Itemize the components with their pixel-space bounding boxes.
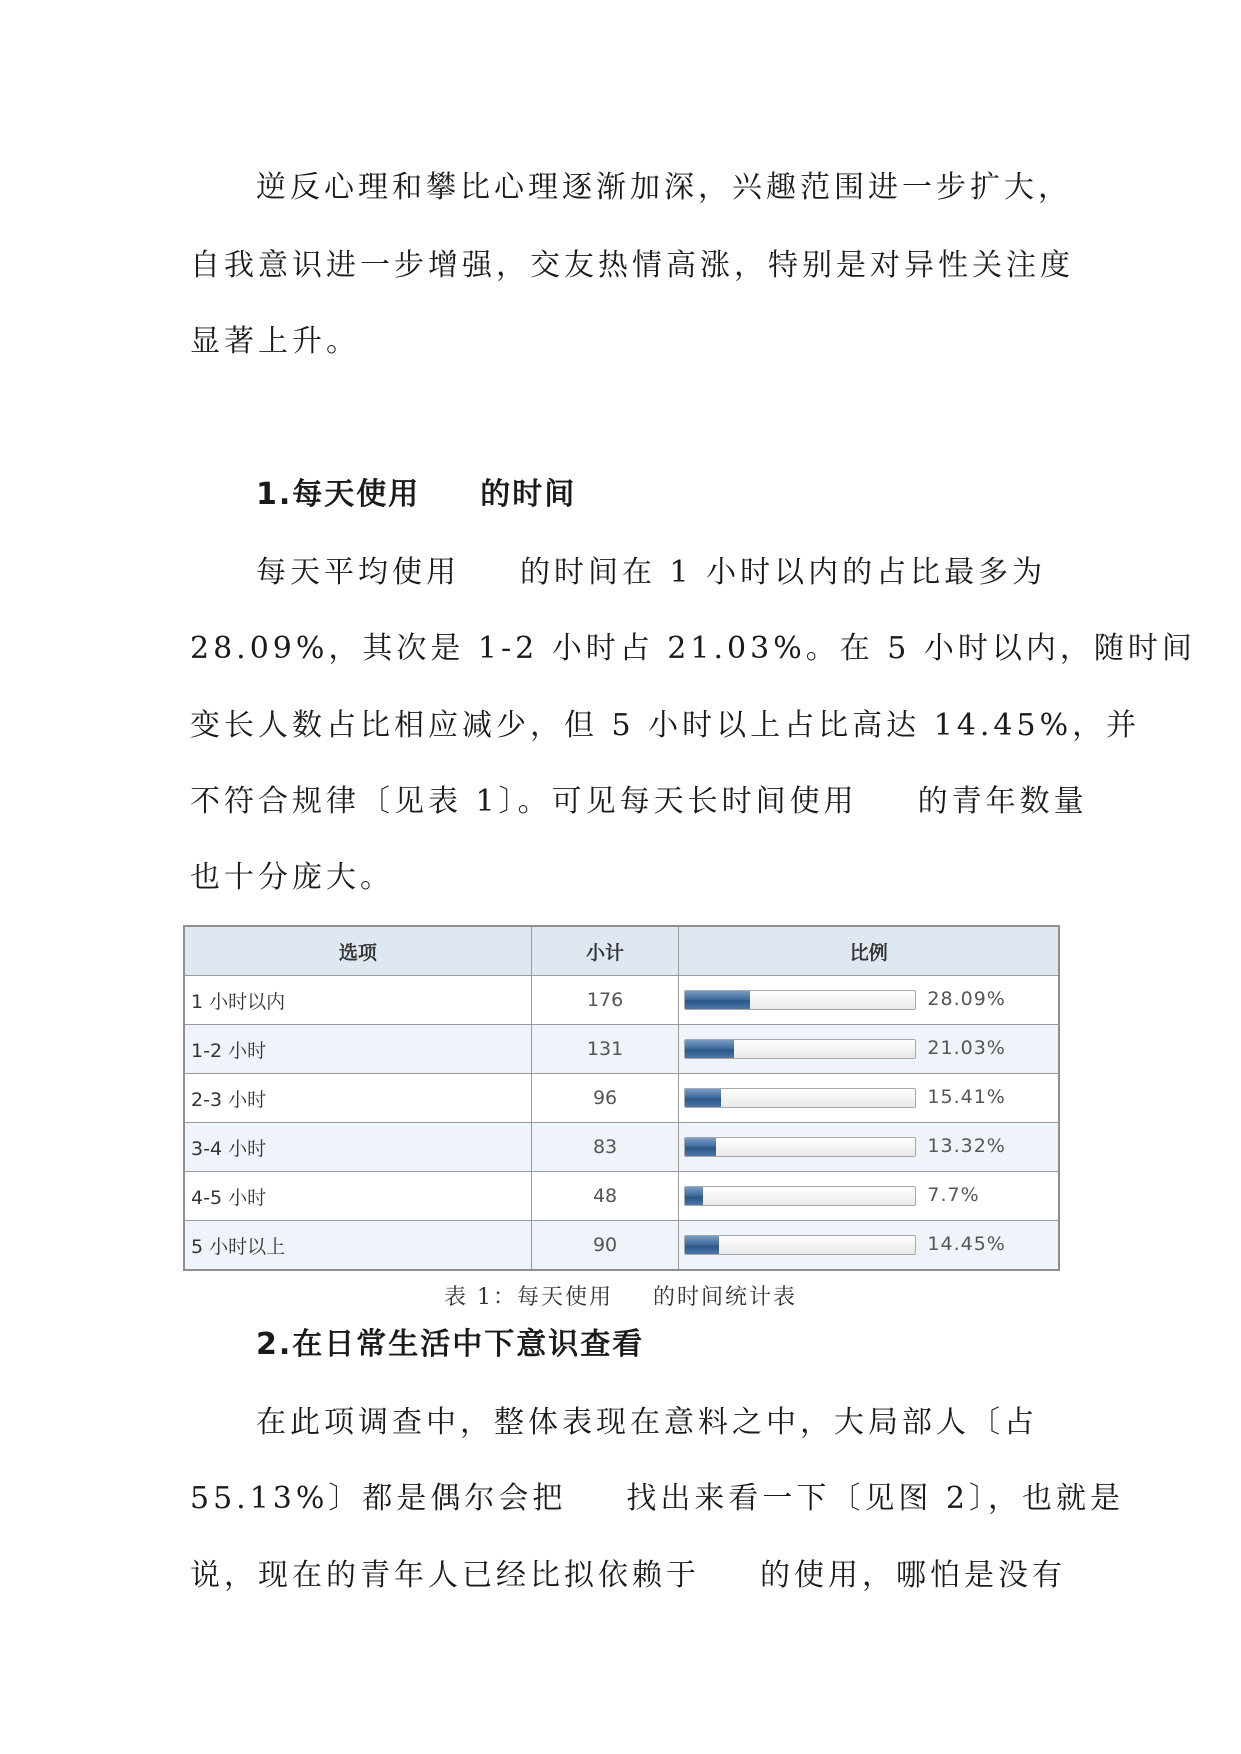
row-option: 4-5 小时 bbox=[184, 1172, 531, 1221]
section1-line1-b: 的时间在 1 小时以内的占比最多为 bbox=[520, 555, 1047, 590]
row-option: 5 小时以上 bbox=[184, 1221, 531, 1271]
section1-line2: 28.09%，其次是 1-2 小时占 21.03%。在 5 小时以内，随时间 bbox=[190, 631, 1196, 666]
row-option: 2-3 小时 bbox=[184, 1074, 531, 1123]
row-ratio bbox=[679, 1074, 1059, 1123]
section2-line2 bbox=[190, 1479, 1125, 1519]
row-percent: 14.45% bbox=[927, 1233, 1006, 1255]
header-ratio: 比例 bbox=[679, 926, 1059, 976]
progress-bar bbox=[684, 1088, 916, 1108]
row-percent: 13.32% bbox=[927, 1135, 1006, 1157]
paragraph1-line2: 自我意识进一步增强，交友热情高涨，特别是对异性关注度 bbox=[190, 248, 1074, 283]
progress-fill bbox=[685, 1089, 720, 1107]
table-row bbox=[184, 976, 1059, 1025]
row-count: 96 bbox=[531, 1074, 679, 1123]
section1-line4-b: 的青年数量 bbox=[917, 784, 1088, 819]
section1-line4 bbox=[190, 782, 1088, 822]
progress-fill bbox=[685, 991, 750, 1009]
row-percent: 15.41% bbox=[927, 1086, 1006, 1108]
table-header-row bbox=[184, 926, 1059, 976]
row-ratio bbox=[679, 1172, 1059, 1221]
progress-fill bbox=[685, 1040, 733, 1058]
row-count: 83 bbox=[531, 1123, 679, 1172]
section2-line2-a: 55.13%〕都是偶尔会把 bbox=[190, 1481, 567, 1516]
section1-line1 bbox=[256, 553, 1126, 593]
table-row bbox=[184, 1074, 1059, 1123]
paragraph1-line1: 逆反心理和攀比心理逐渐加深，兴趣范围进一步扩大， bbox=[256, 170, 1072, 205]
table-caption bbox=[0, 1280, 1241, 1311]
section2-line3-a: 说，现在的青年人已经比拟依赖于 bbox=[190, 1558, 700, 1593]
row-percent: 7.7% bbox=[927, 1184, 980, 1206]
progress-bar bbox=[684, 1235, 916, 1255]
section1-line5: 也十分庞大。 bbox=[190, 860, 394, 895]
header-option: 选项 bbox=[184, 926, 531, 976]
row-ratio bbox=[679, 1221, 1059, 1271]
paragraph1-line3: 显著上升。 bbox=[190, 324, 360, 359]
progress-fill bbox=[685, 1138, 716, 1156]
table-row bbox=[184, 1172, 1059, 1221]
progress-fill bbox=[685, 1236, 718, 1254]
row-count: 131 bbox=[531, 1025, 679, 1074]
section1-line4-a: 不符合规律〔见表 1〕。可见每天长时间使用 bbox=[190, 784, 858, 819]
section1-line1-a: 每天平均使用 bbox=[256, 555, 460, 590]
progress-bar bbox=[684, 1039, 916, 1059]
header-count: 小计 bbox=[531, 926, 679, 976]
table-row bbox=[184, 1025, 1059, 1074]
section1-line3: 变长人数占比相应减少，但 5 小时以上占比高达 14.45%，并 bbox=[190, 708, 1141, 743]
section2-heading: 2.在日常生活中下意识查看 bbox=[256, 1327, 645, 1362]
row-count: 48 bbox=[531, 1172, 679, 1221]
table-caption-a: 表 1：每天使用 bbox=[443, 1285, 613, 1310]
progress-bar bbox=[684, 990, 916, 1010]
row-percent: 21.03% bbox=[927, 1037, 1006, 1059]
section2-line1: 在此项调查中，整体表现在意料之中，大局部人〔占 bbox=[256, 1405, 1038, 1440]
row-count: 90 bbox=[531, 1221, 679, 1271]
table-row bbox=[184, 1123, 1059, 1172]
row-count: 176 bbox=[531, 976, 679, 1025]
usage-time-table bbox=[183, 925, 1060, 1271]
progress-fill bbox=[685, 1187, 703, 1205]
progress-bar bbox=[684, 1186, 916, 1206]
progress-bar bbox=[684, 1137, 916, 1157]
section2-line3 bbox=[190, 1556, 1066, 1596]
row-percent: 28.09% bbox=[927, 988, 1006, 1010]
row-option: 1-2 小时 bbox=[184, 1025, 531, 1074]
row-ratio bbox=[679, 976, 1059, 1025]
section1-heading-part-b: 的时间 bbox=[480, 477, 577, 512]
row-ratio bbox=[679, 1025, 1059, 1074]
table-row bbox=[184, 1221, 1059, 1271]
row-option: 1 小时以内 bbox=[184, 976, 531, 1025]
row-option: 3-4 小时 bbox=[184, 1123, 531, 1172]
row-ratio bbox=[679, 1123, 1059, 1172]
table-caption-b: 的时间统计表 bbox=[652, 1285, 797, 1310]
section2-line2-b: 找出来看一下〔见图 2〕，也就是 bbox=[626, 1481, 1125, 1516]
section2-line3-b: 的使用，哪怕是没有 bbox=[760, 1558, 1066, 1593]
section1-heading-part-a: 1.每天使用 bbox=[256, 477, 421, 512]
section1-heading bbox=[256, 475, 1126, 515]
